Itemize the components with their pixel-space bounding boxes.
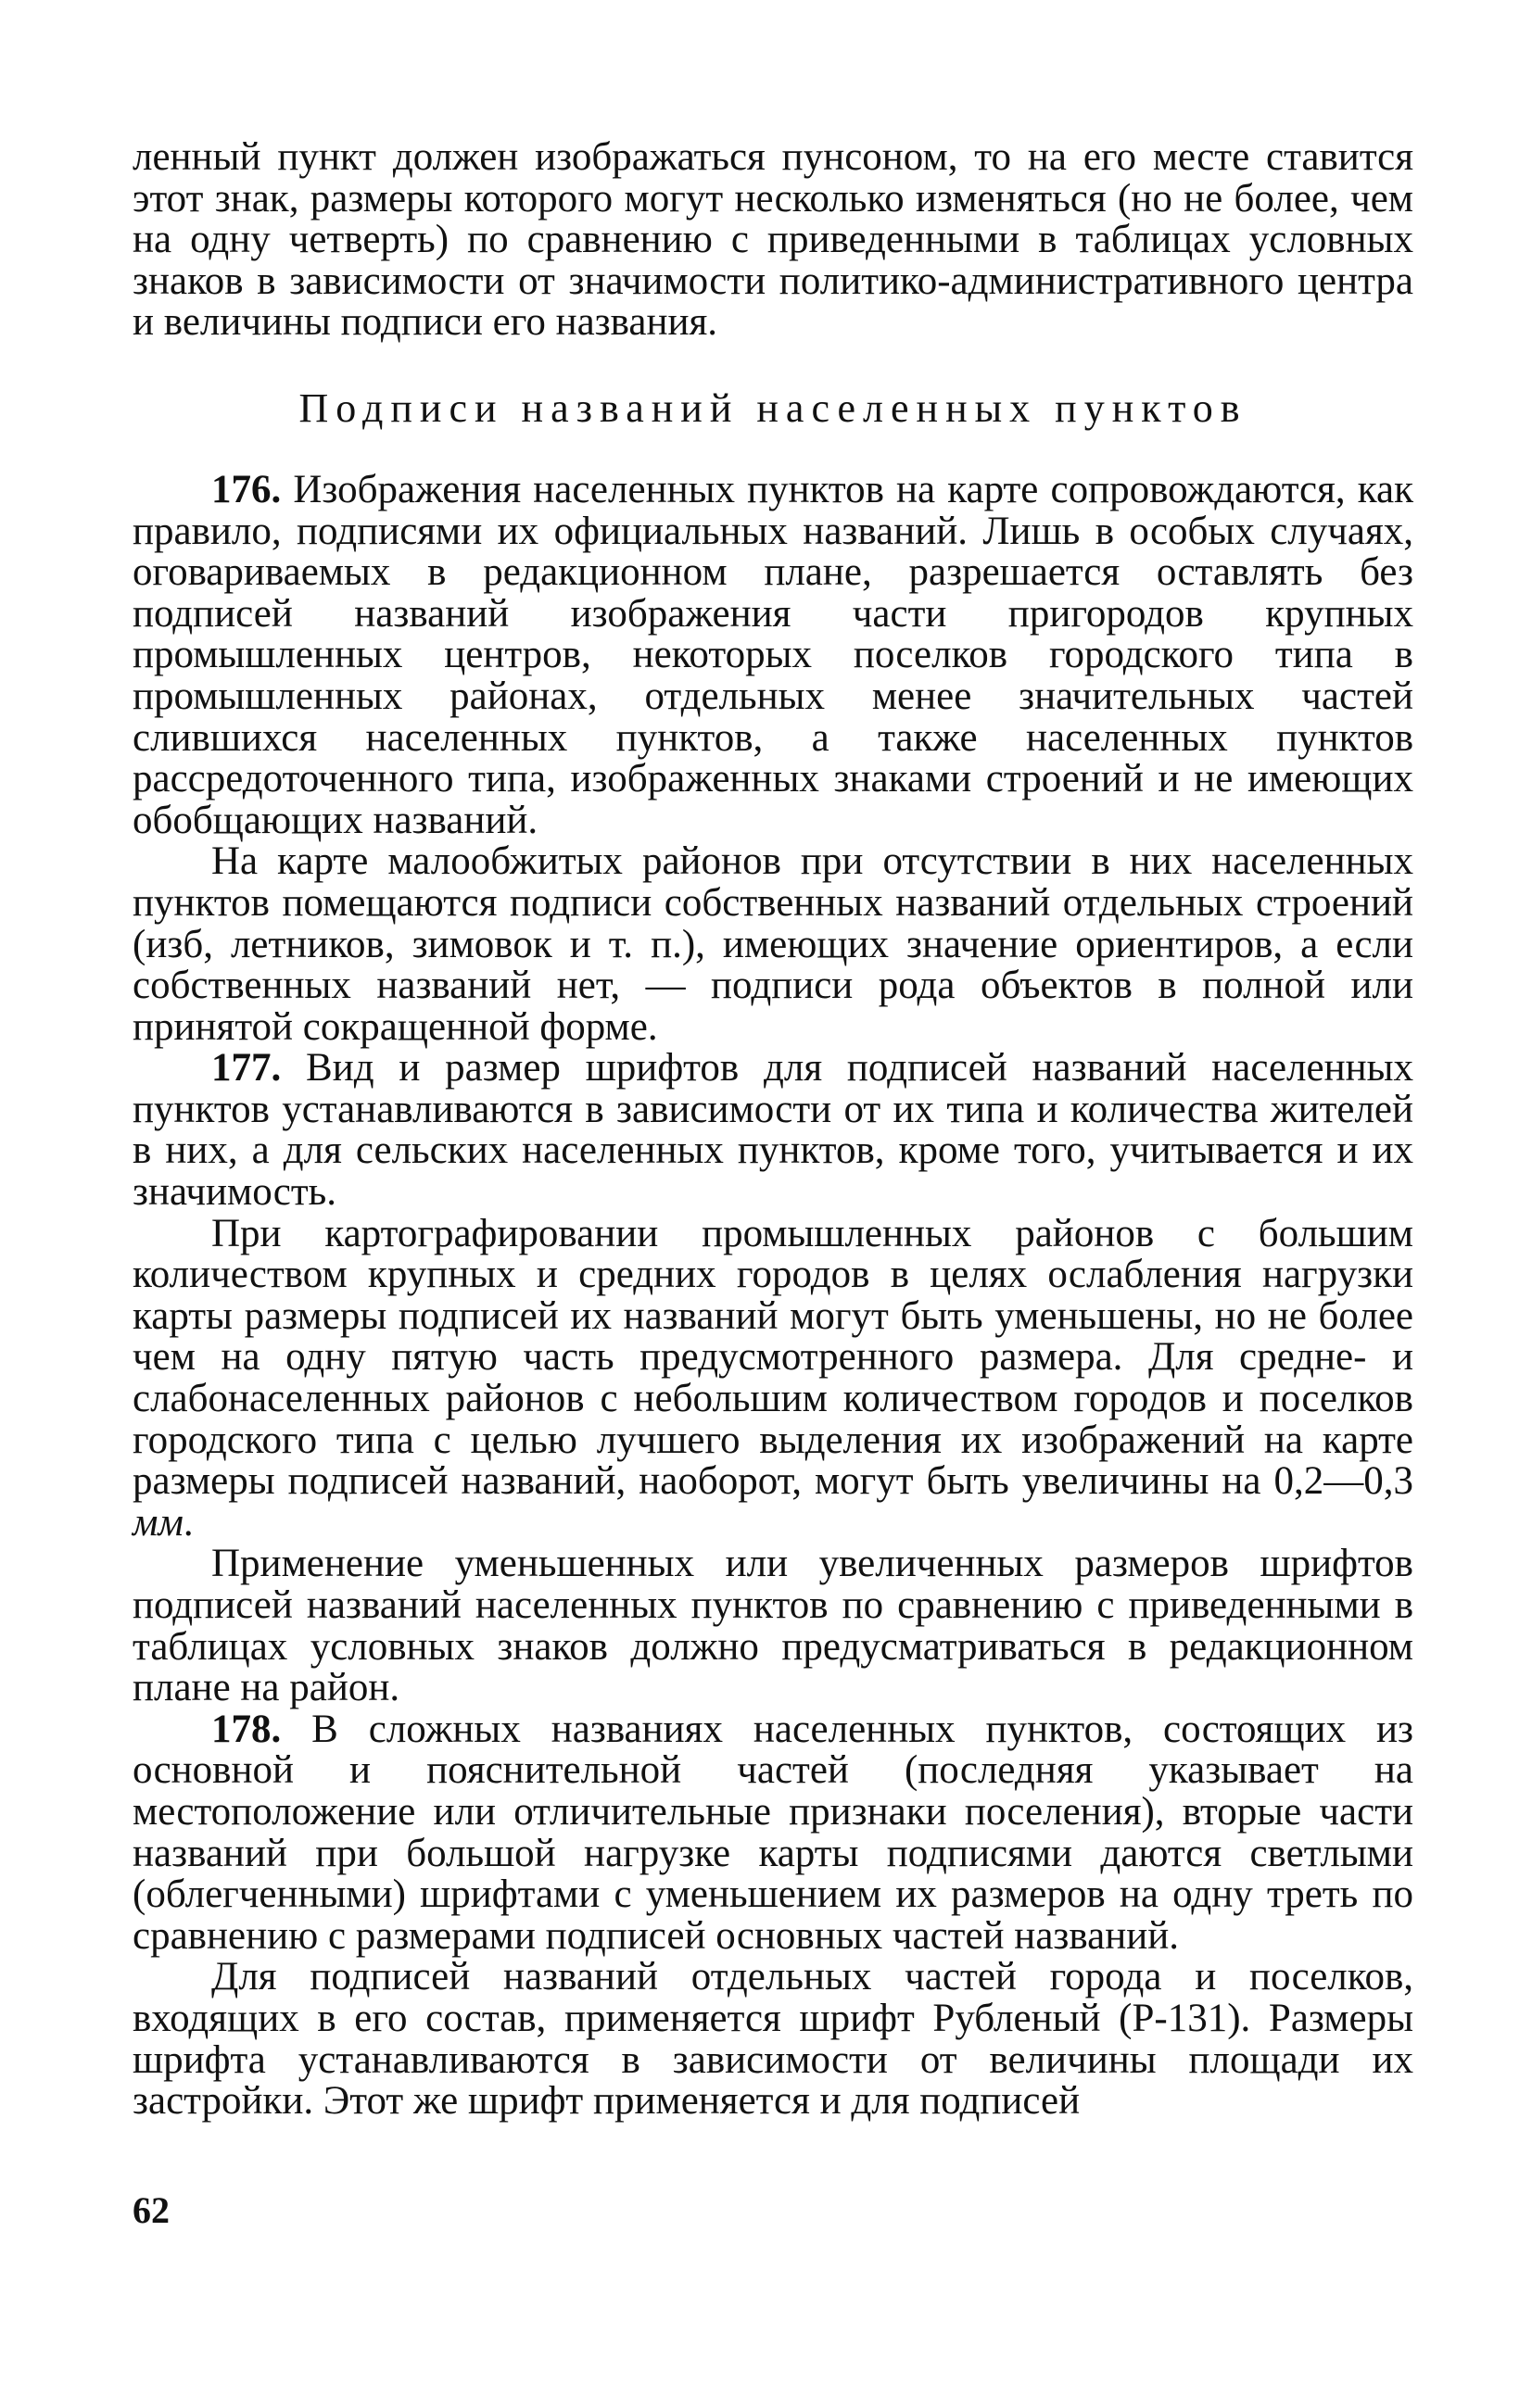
paragraph-178 xyxy=(133,1709,1413,1958)
paragraph-number: 178. xyxy=(211,1707,282,1751)
paragraph-178-continued: Для подписей названий отдельных частей города и поселков, входящих в его состав, применяется шрифт Рубленый (Р-131). Размеры шрифта устанавливаются в зависимости от величины площади их застройки. Этот же шрифт применяется и для подписей xyxy=(133,1955,1413,2124)
unit-text: мм xyxy=(133,1500,184,1544)
paragraph-number: 176. xyxy=(211,467,282,511)
paragraph-176 xyxy=(133,467,1413,842)
paragraph-177-continued xyxy=(133,1211,1413,1544)
paragraph-text: При картографировании промышленных районов с большим количеством крупных и средних городов в целях ослабления нагрузки карты размеры подписей их названий могут быть уменьшены, но не более чем на одну пятую часть предусмотренного размера. Для средне- и слабонаселенных районов с небольшим количеством городов и поселков городского типа с целью лучшего выделения их изображений на карте размеры подписей названий, наоборот, могут быть увеличины на 0,2—0,3 xyxy=(133,1211,1413,1504)
paragraph-177 xyxy=(133,1048,1413,1213)
page-number: 62 xyxy=(133,2189,170,2231)
paragraph-continued: ленный пункт должен изображаться пунсоном, то на его месте ставится этот знак, размеры которого могут несколько изменяться (но не более, чем на одну четверть) по сравнению с приведенными в таблицах условных знаков в зависимости от значимости политико-административного центра и величины подписи его названия. xyxy=(133,135,1413,345)
paragraph-text: В сложных названиях населенных пунктов, состоящих из основной и пояснительной частей (последняя указывает на местоположение или отличительные признаки поселения), вторые части названий при большой нагрузке карты подписями даются светлыми (облегченными) шрифтами с уменьшением их размеров на одну треть по сравнению с размерами подписей основных частей названий. xyxy=(133,1707,1413,1958)
text-column xyxy=(133,137,1413,2123)
paragraph-end: . xyxy=(183,1500,194,1544)
paragraph-176-continued: На карте малообжитых районов при отсутствии в них населенных пунктов помещаются подписи собственных названий отдельных строений (изб, летников, зимовок и т. п.), имеющих значение ориентиров, а если собственных названий нет, — подписи рода объектов в полной или принятой сокращенной форме. xyxy=(133,839,1413,1049)
paragraph-text: Изображения населенных пунктов на карте сопровождаются, как правило, подписями их официальных названий. Лишь в особых случаях, оговариваемых в редакционном плане, разрешается оставлять без подписей названий изображения части пригородов крупных промышленных центров, некоторых поселков городского типа в промышленных районах, отдельных менее значительных частей слившихся населенных пунктов, а также населенных пунктов рассредоточенного типа, изображенных знаками строений и не имеющих обобщающих названий. xyxy=(133,467,1413,842)
paragraph-177-final: Применение уменьшенных или увеличенных размеров шрифтов подписей названий населенных пунктов по сравнению с приведенными в таблицах условных знаков должно предусматриваться в редакционном плане на район. xyxy=(133,1542,1413,1710)
paragraph-number: 177. xyxy=(211,1046,282,1091)
paragraph-text: Вид и размер шрифтов для подписей названий населенных пунктов устанавливаются в зависимости от их типа и количества жителей в них, а для сельских населенных пунктов, кроме того, учитывается и их значимость. xyxy=(133,1046,1413,1215)
section-heading: Подписи названий населенных пунктов xyxy=(298,385,1247,431)
